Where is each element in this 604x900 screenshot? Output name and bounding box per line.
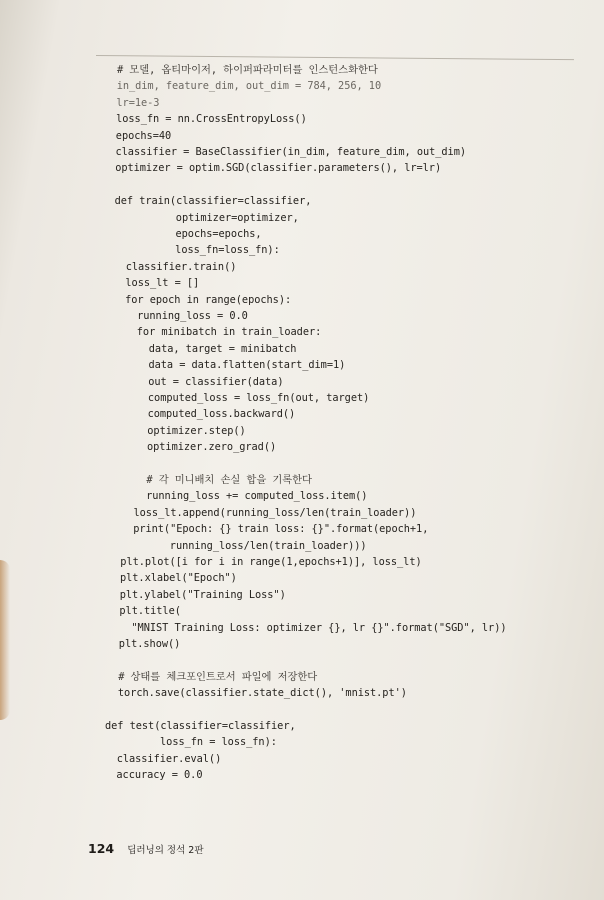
code-line: "MNIST Training Loss: optimizer {}, lr {}".format("SGD", lr)) bbox=[106, 621, 507, 634]
code-line: optimizer.zero_grad() bbox=[110, 441, 277, 454]
code-line: optimizer=optimizer, bbox=[114, 211, 299, 224]
code-line: plt.show() bbox=[106, 638, 181, 650]
code-line: classifier.train() bbox=[113, 260, 237, 273]
code-line: for minibatch in train_loader: bbox=[112, 326, 322, 339]
page-footer bbox=[88, 838, 204, 857]
code-line: lr=1e-3 bbox=[116, 96, 160, 109]
code-line: running_loss += computed_loss.item() bbox=[109, 490, 368, 503]
code-line: loss_fn = nn.CrossEntropyLoss() bbox=[116, 113, 307, 126]
book-title: 딥러닝의 정석 2판 bbox=[127, 845, 204, 856]
code-comment-line: # 각 미니배치 손실 합을 기록한다 bbox=[109, 474, 312, 486]
code-line: plt.title( bbox=[107, 605, 181, 618]
code-line: optimizer.step() bbox=[110, 424, 246, 437]
code-line: computed_loss.backward() bbox=[110, 408, 296, 421]
code-line: in_dim, feature_dim, out_dim = 784, 256, 10 bbox=[116, 80, 382, 93]
code-line: loss_lt.append(running_loss/len(train_loader)) bbox=[108, 506, 417, 519]
code-comment-line: # 상태를 체크포인트로서 파일에 저장한다 bbox=[105, 670, 318, 683]
code-line: classifier.eval() bbox=[104, 752, 222, 765]
code-line: running_loss/len(train_loader))) bbox=[108, 539, 367, 552]
code-line: print("Epoch: {} train loss: {}".format(epoch+1, bbox=[108, 523, 429, 536]
code-line: accuracy = 0.0 bbox=[104, 769, 203, 782]
code-line: def test(classifier=classifier, bbox=[105, 720, 296, 732]
code-line: classifier = BaseClassifier(in_dim, feature_dim, out_dim) bbox=[115, 146, 467, 158]
code-line: plt.plot([i for i in range(1,epochs+1)], loss_lt) bbox=[108, 556, 422, 568]
code-line: loss_lt = [] bbox=[113, 277, 200, 290]
code-line: running_loss = 0.0 bbox=[112, 310, 248, 322]
code-line: loss_fn = loss_fn): bbox=[104, 736, 277, 749]
code-line: data = data.flatten(start_dim=1) bbox=[111, 359, 346, 372]
code-line: def train(classifier=classifier, bbox=[114, 195, 312, 208]
code-comment-line: # 모델, 옵티마이저, 하이퍼파라미터를 인스턴스화한다 bbox=[117, 64, 378, 76]
code-line: epochs=40 bbox=[115, 129, 172, 142]
top-rule bbox=[96, 55, 574, 60]
code-line: for epoch in range(epochs): bbox=[112, 293, 292, 306]
code-line: computed_loss = loss_fn(out, target) bbox=[111, 392, 370, 404]
code-line: plt.xlabel("Epoch") bbox=[107, 572, 237, 585]
code-line: plt.ylabel("Training Loss") bbox=[107, 588, 286, 601]
page-edge-shadow bbox=[0, 560, 10, 720]
code-line: optimizer = optim.SGD(classifier.parameters(), lr=lr) bbox=[115, 162, 442, 175]
code-line: torch.save(classifier.state_dict(), 'mnist.pt') bbox=[105, 687, 407, 700]
code-line: out = classifier(data) bbox=[111, 375, 284, 388]
code-line: data, target = minibatch bbox=[111, 342, 297, 355]
code-line: epochs=epochs, bbox=[114, 228, 262, 240]
page-number: 124 bbox=[88, 841, 115, 856]
code-line: loss_fn=loss_fn): bbox=[113, 244, 280, 257]
